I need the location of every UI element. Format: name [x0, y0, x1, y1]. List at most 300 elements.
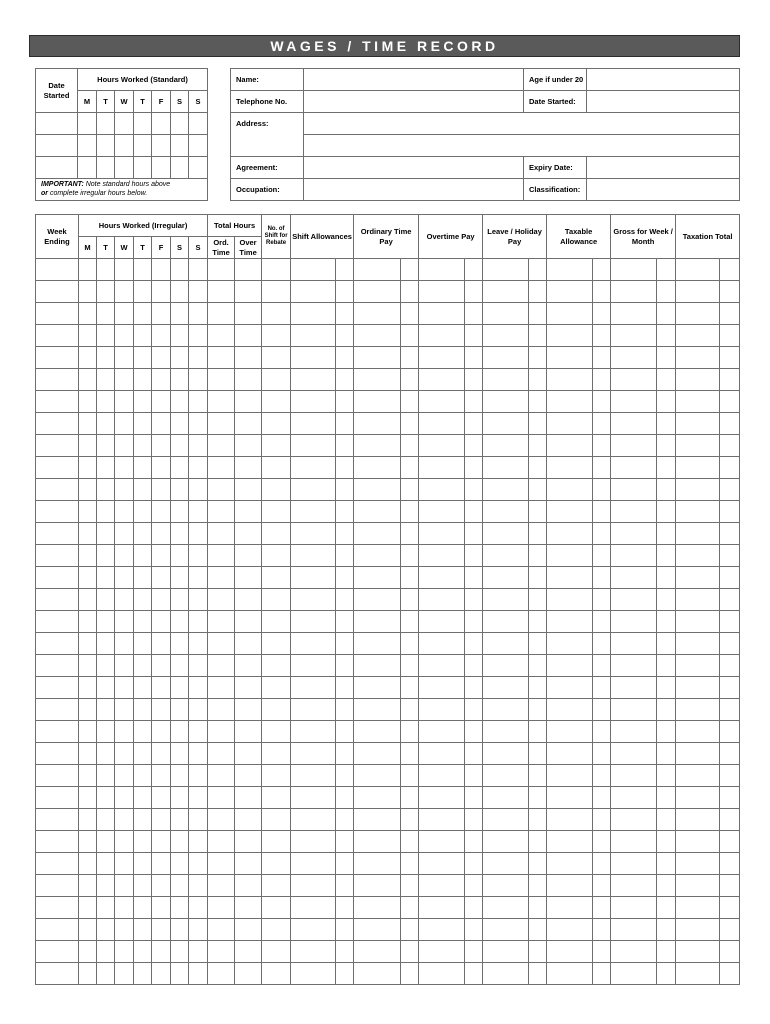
expiry-field[interactable]	[587, 157, 740, 179]
record-cell[interactable]	[676, 479, 720, 501]
record-cell[interactable]	[547, 963, 593, 985]
record-cell[interactable]	[720, 369, 740, 391]
record-cell[interactable]	[262, 325, 291, 347]
record-cell[interactable]	[208, 875, 235, 897]
record-cell[interactable]	[79, 369, 97, 391]
record-cell[interactable]	[97, 589, 115, 611]
record-cell[interactable]	[483, 831, 529, 853]
record-cell[interactable]	[189, 501, 208, 523]
record-cell[interactable]	[401, 259, 419, 281]
record-cell[interactable]	[134, 413, 152, 435]
record-cell[interactable]	[676, 545, 720, 567]
record-cell[interactable]	[593, 567, 611, 589]
record-cell[interactable]	[593, 941, 611, 963]
record-cell[interactable]	[593, 677, 611, 699]
record-cell[interactable]	[547, 435, 593, 457]
record-cell[interactable]	[336, 721, 354, 743]
record-cell[interactable]	[465, 391, 483, 413]
record-cell[interactable]	[354, 391, 401, 413]
record-cell[interactable]	[208, 941, 235, 963]
record-cell[interactable]	[36, 589, 79, 611]
record-cell[interactable]	[79, 457, 97, 479]
record-cell[interactable]	[529, 501, 547, 523]
record-cell[interactable]	[36, 611, 79, 633]
record-cell[interactable]	[79, 391, 97, 413]
record-cell[interactable]	[208, 611, 235, 633]
record-cell[interactable]	[152, 523, 171, 545]
record-cell[interactable]	[79, 259, 97, 281]
record-cell[interactable]	[354, 259, 401, 281]
record-cell[interactable]	[529, 589, 547, 611]
record-cell[interactable]	[171, 677, 189, 699]
record-cell[interactable]	[189, 787, 208, 809]
record-cell[interactable]	[611, 435, 657, 457]
record-cell[interactable]	[676, 523, 720, 545]
record-cell[interactable]	[657, 369, 676, 391]
record-cell[interactable]	[36, 919, 79, 941]
record-cell[interactable]	[676, 743, 720, 765]
record-cell[interactable]	[529, 743, 547, 765]
record-cell[interactable]	[134, 611, 152, 633]
record-cell[interactable]	[208, 831, 235, 853]
record-cell[interactable]	[36, 743, 79, 765]
record-cell[interactable]	[171, 369, 189, 391]
record-cell[interactable]	[720, 897, 740, 919]
record-cell[interactable]	[97, 325, 115, 347]
input-cell[interactable]	[97, 113, 115, 135]
record-cell[interactable]	[152, 787, 171, 809]
record-cell[interactable]	[79, 435, 97, 457]
record-cell[interactable]	[657, 941, 676, 963]
record-cell[interactable]	[79, 743, 97, 765]
record-cell[interactable]	[529, 435, 547, 457]
record-cell[interactable]	[97, 919, 115, 941]
record-cell[interactable]	[401, 919, 419, 941]
record-cell[interactable]	[593, 589, 611, 611]
record-cell[interactable]	[483, 699, 529, 721]
record-cell[interactable]	[262, 875, 291, 897]
record-cell[interactable]	[483, 677, 529, 699]
record-cell[interactable]	[720, 787, 740, 809]
record-cell[interactable]	[115, 611, 134, 633]
record-cell[interactable]	[115, 875, 134, 897]
record-cell[interactable]	[235, 897, 262, 919]
record-cell[interactable]	[171, 325, 189, 347]
record-cell[interactable]	[208, 369, 235, 391]
record-cell[interactable]	[419, 479, 465, 501]
record-cell[interactable]	[208, 501, 235, 523]
record-cell[interactable]	[336, 875, 354, 897]
record-cell[interactable]	[36, 435, 79, 457]
record-cell[interactable]	[593, 897, 611, 919]
record-cell[interactable]	[97, 303, 115, 325]
record-cell[interactable]	[419, 413, 465, 435]
record-cell[interactable]	[676, 853, 720, 875]
record-cell[interactable]	[419, 369, 465, 391]
record-cell[interactable]	[291, 325, 336, 347]
record-cell[interactable]	[419, 457, 465, 479]
record-cell[interactable]	[291, 831, 336, 853]
record-cell[interactable]	[419, 787, 465, 809]
record-cell[interactable]	[611, 303, 657, 325]
record-cell[interactable]	[720, 809, 740, 831]
record-cell[interactable]	[593, 391, 611, 413]
record-cell[interactable]	[115, 545, 134, 567]
record-cell[interactable]	[189, 567, 208, 589]
record-cell[interactable]	[336, 435, 354, 457]
record-cell[interactable]	[483, 457, 529, 479]
record-cell[interactable]	[419, 831, 465, 853]
record-cell[interactable]	[529, 479, 547, 501]
record-cell[interactable]	[189, 633, 208, 655]
record-cell[interactable]	[235, 567, 262, 589]
record-cell[interactable]	[189, 479, 208, 501]
record-cell[interactable]	[593, 259, 611, 281]
record-cell[interactable]	[547, 721, 593, 743]
record-cell[interactable]	[547, 765, 593, 787]
record-cell[interactable]	[593, 919, 611, 941]
record-cell[interactable]	[676, 457, 720, 479]
record-cell[interactable]	[134, 875, 152, 897]
record-cell[interactable]	[720, 831, 740, 853]
record-cell[interactable]	[401, 611, 419, 633]
record-cell[interactable]	[611, 765, 657, 787]
record-cell[interactable]	[152, 589, 171, 611]
record-cell[interactable]	[593, 479, 611, 501]
record-cell[interactable]	[152, 743, 171, 765]
record-cell[interactable]	[547, 259, 593, 281]
record-cell[interactable]	[189, 457, 208, 479]
record-cell[interactable]	[720, 853, 740, 875]
record-cell[interactable]	[657, 677, 676, 699]
record-cell[interactable]	[152, 347, 171, 369]
input-cell[interactable]	[189, 157, 208, 179]
record-cell[interactable]	[657, 457, 676, 479]
record-cell[interactable]	[547, 941, 593, 963]
record-cell[interactable]	[529, 369, 547, 391]
record-cell[interactable]	[529, 941, 547, 963]
record-cell[interactable]	[134, 523, 152, 545]
record-cell[interactable]	[208, 655, 235, 677]
record-cell[interactable]	[171, 567, 189, 589]
record-cell[interactable]	[483, 501, 529, 523]
record-cell[interactable]	[354, 919, 401, 941]
record-cell[interactable]	[593, 413, 611, 435]
record-cell[interactable]	[419, 259, 465, 281]
record-cell[interactable]	[676, 325, 720, 347]
record-cell[interactable]	[676, 567, 720, 589]
record-cell[interactable]	[547, 479, 593, 501]
input-cell[interactable]	[152, 157, 171, 179]
record-cell[interactable]	[593, 853, 611, 875]
record-cell[interactable]	[134, 457, 152, 479]
record-cell[interactable]	[354, 303, 401, 325]
record-cell[interactable]	[97, 501, 115, 523]
record-cell[interactable]	[593, 435, 611, 457]
record-cell[interactable]	[36, 501, 79, 523]
record-cell[interactable]	[547, 457, 593, 479]
record-cell[interactable]	[291, 391, 336, 413]
record-cell[interactable]	[97, 523, 115, 545]
record-cell[interactable]	[235, 853, 262, 875]
record-cell[interactable]	[97, 633, 115, 655]
record-cell[interactable]	[291, 347, 336, 369]
record-cell[interactable]	[262, 633, 291, 655]
record-cell[interactable]	[354, 325, 401, 347]
record-cell[interactable]	[291, 567, 336, 589]
record-cell[interactable]	[419, 853, 465, 875]
record-cell[interactable]	[483, 435, 529, 457]
record-cell[interactable]	[720, 677, 740, 699]
record-cell[interactable]	[235, 677, 262, 699]
record-cell[interactable]	[36, 875, 79, 897]
record-cell[interactable]	[97, 677, 115, 699]
record-cell[interactable]	[291, 435, 336, 457]
record-cell[interactable]	[189, 369, 208, 391]
record-cell[interactable]	[465, 721, 483, 743]
record-cell[interactable]	[97, 941, 115, 963]
input-cell[interactable]	[171, 113, 189, 135]
input-cell[interactable]	[134, 135, 152, 157]
record-cell[interactable]	[465, 523, 483, 545]
record-cell[interactable]	[401, 633, 419, 655]
record-cell[interactable]	[676, 831, 720, 853]
record-cell[interactable]	[171, 303, 189, 325]
record-cell[interactable]	[291, 369, 336, 391]
record-cell[interactable]	[354, 523, 401, 545]
record-cell[interactable]	[171, 655, 189, 677]
record-cell[interactable]	[171, 787, 189, 809]
record-cell[interactable]	[720, 941, 740, 963]
record-cell[interactable]	[336, 567, 354, 589]
record-cell[interactable]	[593, 765, 611, 787]
record-cell[interactable]	[152, 325, 171, 347]
input-cell[interactable]	[115, 113, 134, 135]
record-cell[interactable]	[97, 765, 115, 787]
record-cell[interactable]	[79, 897, 97, 919]
record-cell[interactable]	[171, 281, 189, 303]
record-cell[interactable]	[115, 501, 134, 523]
record-cell[interactable]	[36, 853, 79, 875]
record-cell[interactable]	[593, 303, 611, 325]
record-cell[interactable]	[171, 721, 189, 743]
record-cell[interactable]	[336, 413, 354, 435]
record-cell[interactable]	[97, 897, 115, 919]
record-cell[interactable]	[36, 325, 79, 347]
record-cell[interactable]	[354, 831, 401, 853]
record-cell[interactable]	[79, 809, 97, 831]
record-cell[interactable]	[465, 369, 483, 391]
record-cell[interactable]	[171, 809, 189, 831]
record-cell[interactable]	[419, 963, 465, 985]
record-cell[interactable]	[262, 347, 291, 369]
record-cell[interactable]	[465, 897, 483, 919]
record-cell[interactable]	[134, 787, 152, 809]
record-cell[interactable]	[36, 347, 79, 369]
record-cell[interactable]	[465, 875, 483, 897]
record-cell[interactable]	[171, 941, 189, 963]
record-cell[interactable]	[189, 743, 208, 765]
record-cell[interactable]	[611, 457, 657, 479]
record-cell[interactable]	[134, 633, 152, 655]
record-cell[interactable]	[36, 369, 79, 391]
record-cell[interactable]	[171, 875, 189, 897]
record-cell[interactable]	[419, 633, 465, 655]
record-cell[interactable]	[611, 589, 657, 611]
record-cell[interactable]	[593, 699, 611, 721]
record-cell[interactable]	[354, 479, 401, 501]
record-cell[interactable]	[336, 545, 354, 567]
record-cell[interactable]	[79, 325, 97, 347]
record-cell[interactable]	[189, 325, 208, 347]
record-cell[interactable]	[134, 281, 152, 303]
record-cell[interactable]	[611, 545, 657, 567]
input-cell[interactable]	[36, 113, 78, 135]
record-cell[interactable]	[465, 567, 483, 589]
record-cell[interactable]	[115, 435, 134, 457]
input-cell[interactable]	[36, 157, 78, 179]
record-cell[interactable]	[529, 787, 547, 809]
record-cell[interactable]	[401, 523, 419, 545]
record-cell[interactable]	[465, 545, 483, 567]
record-cell[interactable]	[189, 545, 208, 567]
record-cell[interactable]	[657, 743, 676, 765]
record-cell[interactable]	[208, 633, 235, 655]
record-cell[interactable]	[336, 457, 354, 479]
record-cell[interactable]	[134, 941, 152, 963]
record-cell[interactable]	[483, 611, 529, 633]
record-cell[interactable]	[262, 941, 291, 963]
record-cell[interactable]	[189, 765, 208, 787]
record-cell[interactable]	[483, 743, 529, 765]
record-cell[interactable]	[262, 391, 291, 413]
record-cell[interactable]	[79, 919, 97, 941]
record-cell[interactable]	[152, 435, 171, 457]
record-cell[interactable]	[115, 743, 134, 765]
record-cell[interactable]	[36, 655, 79, 677]
record-cell[interactable]	[115, 853, 134, 875]
record-cell[interactable]	[465, 941, 483, 963]
record-cell[interactable]	[134, 391, 152, 413]
input-cell[interactable]	[97, 135, 115, 157]
record-cell[interactable]	[262, 523, 291, 545]
record-cell[interactable]	[97, 545, 115, 567]
classification-field[interactable]	[587, 179, 740, 201]
record-cell[interactable]	[676, 809, 720, 831]
record-cell[interactable]	[336, 699, 354, 721]
record-cell[interactable]	[152, 919, 171, 941]
record-cell[interactable]	[97, 809, 115, 831]
record-cell[interactable]	[483, 919, 529, 941]
record-cell[interactable]	[593, 325, 611, 347]
record-cell[interactable]	[676, 435, 720, 457]
record-cell[interactable]	[115, 699, 134, 721]
record-cell[interactable]	[262, 567, 291, 589]
record-cell[interactable]	[235, 259, 262, 281]
record-cell[interactable]	[336, 941, 354, 963]
record-cell[interactable]	[401, 347, 419, 369]
record-cell[interactable]	[336, 633, 354, 655]
record-cell[interactable]	[465, 435, 483, 457]
record-cell[interactable]	[208, 435, 235, 457]
record-cell[interactable]	[152, 655, 171, 677]
record-cell[interactable]	[465, 589, 483, 611]
record-cell[interactable]	[676, 655, 720, 677]
record-cell[interactable]	[419, 391, 465, 413]
record-cell[interactable]	[336, 347, 354, 369]
record-cell[interactable]	[419, 435, 465, 457]
record-cell[interactable]	[354, 699, 401, 721]
record-cell[interactable]	[189, 831, 208, 853]
record-cell[interactable]	[529, 325, 547, 347]
input-cell[interactable]	[78, 113, 97, 135]
record-cell[interactable]	[657, 875, 676, 897]
record-cell[interactable]	[208, 743, 235, 765]
record-cell[interactable]	[36, 633, 79, 655]
record-cell[interactable]	[657, 853, 676, 875]
record-cell[interactable]	[465, 677, 483, 699]
record-cell[interactable]	[529, 303, 547, 325]
record-cell[interactable]	[189, 435, 208, 457]
record-cell[interactable]	[208, 809, 235, 831]
record-cell[interactable]	[262, 853, 291, 875]
record-cell[interactable]	[235, 787, 262, 809]
record-cell[interactable]	[291, 589, 336, 611]
record-cell[interactable]	[483, 281, 529, 303]
record-cell[interactable]	[657, 963, 676, 985]
record-cell[interactable]	[336, 963, 354, 985]
record-cell[interactable]	[115, 259, 134, 281]
record-cell[interactable]	[134, 589, 152, 611]
record-cell[interactable]	[720, 919, 740, 941]
record-cell[interactable]	[134, 259, 152, 281]
record-cell[interactable]	[354, 369, 401, 391]
record-cell[interactable]	[208, 787, 235, 809]
record-cell[interactable]	[657, 545, 676, 567]
record-cell[interactable]	[419, 677, 465, 699]
record-cell[interactable]	[291, 303, 336, 325]
record-cell[interactable]	[720, 391, 740, 413]
record-cell[interactable]	[79, 611, 97, 633]
record-cell[interactable]	[547, 633, 593, 655]
record-cell[interactable]	[97, 347, 115, 369]
record-cell[interactable]	[79, 523, 97, 545]
record-cell[interactable]	[676, 413, 720, 435]
record-cell[interactable]	[208, 523, 235, 545]
record-cell[interactable]	[593, 743, 611, 765]
record-cell[interactable]	[79, 831, 97, 853]
record-cell[interactable]	[611, 677, 657, 699]
date-started-field[interactable]	[587, 91, 740, 113]
record-cell[interactable]	[235, 699, 262, 721]
record-cell[interactable]	[79, 941, 97, 963]
record-cell[interactable]	[97, 479, 115, 501]
record-cell[interactable]	[152, 501, 171, 523]
record-cell[interactable]	[152, 831, 171, 853]
record-cell[interactable]	[235, 875, 262, 897]
record-cell[interactable]	[611, 655, 657, 677]
record-cell[interactable]	[189, 611, 208, 633]
record-cell[interactable]	[97, 281, 115, 303]
record-cell[interactable]	[97, 787, 115, 809]
record-cell[interactable]	[134, 897, 152, 919]
record-cell[interactable]	[529, 765, 547, 787]
record-cell[interactable]	[593, 633, 611, 655]
input-cell[interactable]	[78, 135, 97, 157]
record-cell[interactable]	[208, 413, 235, 435]
input-cell[interactable]	[171, 157, 189, 179]
record-cell[interactable]	[208, 457, 235, 479]
